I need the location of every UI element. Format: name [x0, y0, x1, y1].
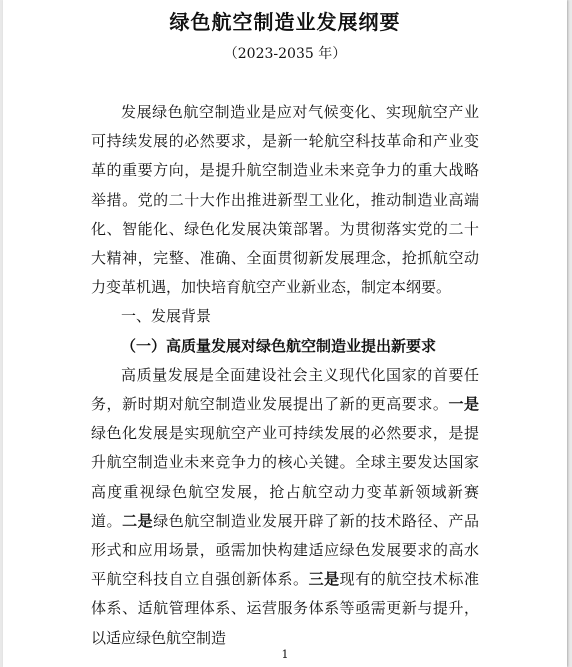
document-body — [91, 98, 479, 653]
intro-paragraph: 发展绿色航空制造业是应对气候变化、实现航空产业可持续发展的必然要求，是新一轮航空科技革命和产业变革的重要方向，是提升航空制造业未来竞争力的重大战略举措。党的二十大作出推进新型工业化，推动制造业高端化、智能化、绿色化发展决策部署。为贯彻落实党的二十大精神，完整、准确、全面贯彻新发展理念，抢抓航空动力变革机遇，加快培育航空产业新业态，制定本纲要。 — [91, 103, 479, 297]
document-page — [3, 0, 567, 667]
background-paragraph — [91, 361, 479, 653]
subsection-heading: （一）高质量发展对绿色航空制造业提出新要求 — [121, 336, 437, 355]
document-subtitle: （2023-2035 年） — [223, 46, 347, 62]
paragraph-text: 绿色化发展是实现航空产业可持续发展的必然要求，是提升航空制造业未来竞争力的核心关键。全球主要发达国家高度重视绿色航空发展，抢占航空动力变革新领域新赛道。 — [91, 424, 479, 530]
emphasis-third: 三是 — [308, 570, 340, 589]
paragraph-text: 高质量发展是全面建设社会主义现代化国家的首要任务，新时期对航空制造业发展提出了新的更高要求。 — [91, 365, 479, 414]
emphasis-second: 二是 — [122, 511, 154, 530]
section-heading: 一、发展背景 — [121, 307, 212, 326]
emphasis-first: 一是 — [448, 395, 479, 414]
page-number: 1 — [281, 648, 289, 661]
document-title: 绿色航空制造业发展纲要 — [169, 10, 401, 34]
paragraph-text: 现有的航空技术标准体系、适航管理体系、运营服务体系等亟需更新与提升，以适应绿色航空制造 — [91, 570, 479, 647]
paragraph-text: 绿色航空制造业发展开辟了新的技术路径、产品形式和应用场景，亟需加快构建适应绿色发展要求的高水平航空科技自立自强创新体系。 — [91, 511, 479, 589]
